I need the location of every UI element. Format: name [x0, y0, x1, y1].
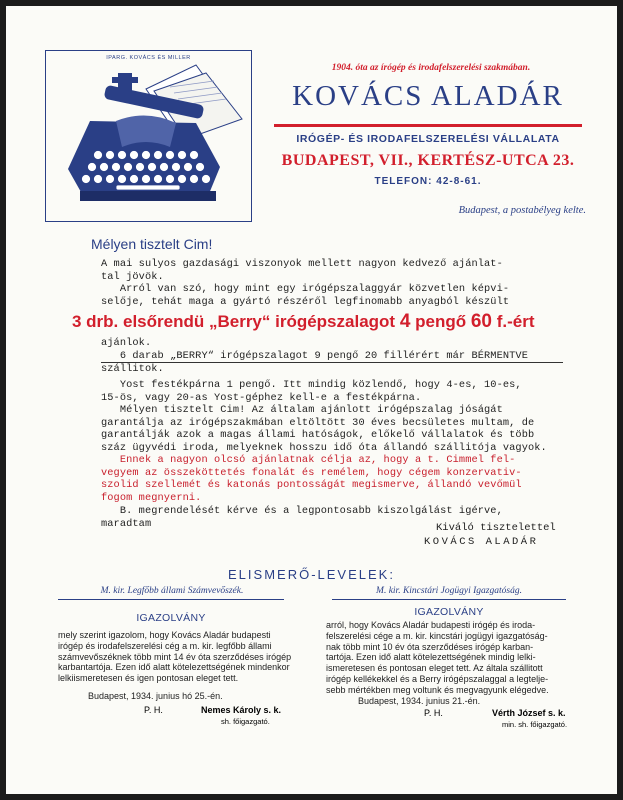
left-signer-role: sh. főigazgató. [221, 717, 270, 726]
salutation: Mélyen tisztelt Cim! [91, 236, 213, 252]
letter-line: maradtam [101, 517, 152, 530]
right-certificate-text [326, 620, 582, 696]
letter-line: szállitok. [101, 363, 164, 375]
letter-line: száz ügyvédi iroda, melyeknek hosszu idő óta állandó szállitója vagyok. [101, 441, 547, 454]
offer-price-pengo: 4 [399, 311, 411, 332]
illustration-caption: IPARG. KOVÁCS ÉS MILLER [106, 55, 191, 61]
right-signer: Vérth József s. k. [492, 708, 566, 718]
left-signer: Nemes Károly s. k. [201, 705, 282, 715]
right-text-line: ismeretesen és pontosan eleget tett. Az általa szállitott [326, 663, 543, 674]
letter-line-red: szolid szellemét és katonás pontosságát megismerve, állandó vevőmül [101, 479, 522, 491]
references-heading: ELISMERŐ-LEVELEK: [228, 567, 395, 582]
right-authority: M. kir. Kincstári Jogügyi Igazgatóság. [376, 586, 522, 596]
left-text-line: mely szerint igazolom, hogy Kovács Aladár budapesti [58, 630, 271, 640]
letter-line: tal jövök. [101, 270, 164, 283]
letter-line: garantálják azok a magas állami hatóságok, előkelő vállalatok és több [101, 429, 535, 441]
company-subtitle: IRÓGÉP- ÉS IRODAFELSZERELÉSI VÁLLALATA [296, 133, 560, 145]
letter-line-red: vegyem az összeköttetés fonalát és remélem, hogy cégem konzervativ- [101, 466, 522, 479]
left-stamp-mark: P. H. [144, 705, 163, 715]
left-text-line: karbantartója. Ezen idő alatt kötelezettségének mindenkor [58, 662, 290, 673]
left-text-line: számvevőszéknek több mint 14 év óta szerződéses irógép [58, 651, 292, 662]
letter-line: Arról van szó, hogy mint egy irógépszalaggyár közvetlen képvi- [101, 283, 510, 295]
left-certificate-text [58, 630, 298, 684]
typewriter-illustration-box [45, 50, 252, 222]
offer-price-filler: 60 [470, 311, 492, 332]
letter-line: 6 darab „BERRY“ irógépszalagot 9 pengő 20 fillérért már BÉRMENTVE [101, 349, 528, 362]
letter-line: Mélyen tisztelt Cim! Az általam ajánlott irógépszalag jóságát [101, 404, 503, 416]
letter-line: ajánlok. [101, 337, 152, 349]
right-signer-role: min. sh. főigazgató. [502, 720, 568, 729]
letter-signature: KOVÁCS ALADÁR [424, 536, 539, 548]
underline [101, 362, 563, 363]
left-certificate-title: IGAZOLVÁNY [136, 612, 206, 624]
letter-line: selője, tehát maga a gyártó részéről legfinomabb anyagból készült [101, 295, 510, 308]
closing: Kiváló tisztelettel [436, 522, 556, 534]
typewriter-icon [46, 51, 250, 219]
right-text-line: sebb mértékben meg voltunk és megvagyunk elégedve. [326, 684, 549, 695]
right-text-line: nak több mint 10 év óta szerződéses irógép karban- [326, 641, 534, 652]
founded-tagline: 1904. óta az írógép és irodafelszerelési szakmában. [331, 63, 531, 73]
letter-line: 15-ös, vagy 20-as Yost-géphez kell-e a festékpárna. [101, 391, 422, 404]
right-text-line: arról, hogy Kovács Aladár budapesti irógép és iroda- [326, 620, 536, 630]
letter-line-red: Ennek a nagyon olcsó ajánlatnak célja az, hogy a t. Cimmel fel- [101, 454, 516, 466]
left-text-line: irógép és irodafelszerelési cég a m. kir. legfőbb állami [58, 640, 272, 651]
right-text-line: irógép kellékekkel és a Berry irógépszalaggal a legtelje- [326, 673, 549, 684]
right-text-line: felszerelési cége a m. kir. kincstári jogügyi igazgatóság- [326, 630, 548, 641]
right-certificate-title: IGAZOLVÁNY [414, 606, 484, 618]
right-date: Budapest, 1934. junius 21.-én. [358, 696, 481, 706]
date-line: Budapest, a postabélyeg kelte. [458, 205, 586, 216]
left-authority: M. kir. Legfőbb állami Számvevőszék. [100, 586, 244, 596]
right-stamp-mark: P. H. [424, 708, 443, 718]
left-authority-underline [58, 599, 284, 600]
offer-text-2: pengő [410, 312, 471, 331]
left-text-line: lelkiismeretesen és igen pontosan eleget tett. [58, 673, 239, 684]
left-date: Budapest, 1934. junius hó 25.-én. [88, 691, 223, 701]
letter-line: garantálja az irógépszakmában eltöltött 30 éves becsületes multam, de [101, 416, 535, 429]
offer-text-3: f.-ért [491, 312, 535, 331]
letter-line: Yost festékpárna 1 pengő. Itt mindig közlendő, hogy 4-es, 10-es, [101, 379, 522, 391]
offer-line [72, 311, 567, 333]
company-address: BUDAPEST, VII., KERTÉSZ-UTCA 23. [281, 152, 575, 169]
header-red-rule [274, 124, 582, 127]
letter-page [6, 6, 617, 794]
company-name: KOVÁCS ALADÁR [292, 80, 564, 112]
offer-text-1: 3 drb. elsőrendü „Berry“ irógépszalagot [72, 312, 400, 331]
letter-line-red: fogom megnyerni. [101, 491, 202, 504]
right-text-line: tartója. Ezen idő alatt kötelezettségének mindig lelki- [326, 652, 536, 663]
letter-line: A mai sulyos gazdasági viszonyok mellett nagyon kedvező ajánlat- [101, 258, 503, 270]
company-phone: TELEFON: 42-8-61. [374, 176, 482, 187]
right-authority-underline [332, 599, 566, 600]
letter-line: B. megrendelését kérve és a legpontosabb kiszolgálást igérve, [101, 505, 503, 517]
